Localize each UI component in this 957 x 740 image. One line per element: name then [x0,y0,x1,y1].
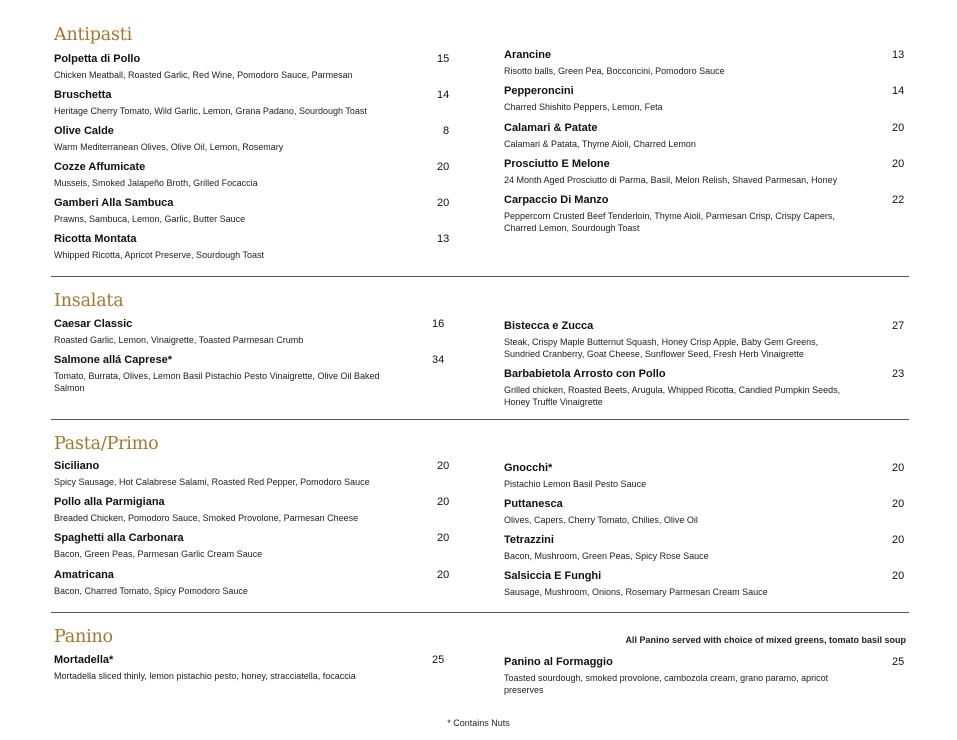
item-description: Breaded Chicken, Pomodoro Sauce, Smoked Provolone, Parmesan Cheese [54,513,359,523]
item-description: Heritage Cherry Tomato, Wild Garlic, Lemon, Grana Padano, Sourdough Toast [54,106,367,116]
item-description: Tomato, Burrata, Olives, Lemon Basil Pistachio Pesto Vinaigrette, Olive Oil Baked Salmon [54,371,380,393]
item-price: 20 [437,161,450,173]
item-name: Olive Calde [54,125,114,137]
section-title: Panino [54,627,113,647]
item-name: Arancine [504,49,552,61]
item-description: 24 Month Aged Prosciutto di Parma, Basil, Melon Relish, Shaved Parmesan, Honey [504,175,838,185]
item-description: Bacon, Mushroom, Green Peas, Spicy Rose Sauce [504,551,709,561]
item-price: 20 [437,460,450,472]
item-description: Bacon, Green Peas, Parmesan Garlic Cream Sauce [54,549,263,559]
item-description: Prawns, Sambuca, Lemon, Garlic, Butter Sauce [54,214,246,224]
item-name: Gnocchi* [504,462,553,474]
item-description: Pistachio Lemon Basil Pesto Sauce [504,479,647,489]
item-price: 20 [437,197,450,209]
item-description: Roasted Garlic, Lemon, Vinaigrette, Toasted Parmesan Crumb [54,335,304,345]
section-title: Pasta/Primo [54,434,159,454]
item-price: 20 [892,534,905,546]
item-price: 20 [437,496,450,508]
item-price: 20 [892,498,905,510]
item-name: Salsiccia E Funghi [504,570,602,582]
item-name: Amatricana [54,569,114,581]
item-price: 20 [437,569,450,581]
item-description: Mortadella sliced thinly, lemon pistachio pesto, honey, stracciatella, focaccia [54,671,356,681]
item-price: 8 [443,125,450,137]
item-description: Mussels, Smoked Jalapeño Broth, Grilled Focaccia [54,178,258,188]
section-title: Antipasti [54,25,132,45]
item-price: 22 [892,194,905,206]
section-divider [51,276,909,277]
item-price: 27 [892,320,905,332]
section-title: Insalata [54,291,124,311]
item-price: 20 [437,532,450,544]
item-name: Polpetta di Pollo [54,53,141,65]
item-description: Warm Mediterranean Olives, Olive Oil, Lemon, Rosemary [54,142,284,152]
item-description: Spicy Sausage, Hot Calabrese Salami, Roasted Red Pepper, Pomodoro Sauce [54,477,370,487]
section-insalata [54,291,908,411]
item-price: 16 [432,318,445,330]
item-name: Tetrazzini [504,534,554,546]
item-name: Ricotta Montata [54,233,137,245]
item-description: Charred Shishito Peppers, Lemon, Feta [504,102,663,112]
item-price: 25 [892,656,905,668]
item-name: Siciliano [54,460,100,472]
item-description: Peppercorn Crusted Beef Tenderloin, Thyme Aioli, Parmesan Crisp, Crispy Capers, Charred Lemon, Sourdough Toast [504,211,835,233]
item-description: Bacon, Charred Tomato, Spicy Pomodoro Sauce [54,586,248,596]
section-panino [54,627,908,702]
item-price: 14 [892,85,905,97]
item-price: 20 [892,462,905,474]
item-name: Spaghetti alla Carbonara [54,532,184,544]
section-antipasti [54,25,908,265]
item-name: Pepperoncini [504,85,574,97]
item-name: Mortadella* [54,654,114,666]
section-divider [51,612,909,613]
item-price: 20 [892,570,905,582]
footnote: * Contains Nuts [447,718,510,728]
item-name: Barbabietola Arrosto con Pollo [504,368,666,380]
item-description: Sausage, Mushroom, Onions, Rosemary Parmesan Cream Sauce [504,587,768,597]
item-name: Bruschetta [54,89,112,101]
item-name: Panino al Formaggio [504,656,613,668]
item-price: 34 [432,354,445,366]
item-price: 23 [892,368,905,380]
item-name: Prosciutto E Melone [504,158,610,170]
item-name: Pollo alla Parmigiana [54,496,165,508]
item-description: Whipped Ricotta, Apricot Preserve, Sourdough Toast [54,250,264,260]
item-description: Grilled chicken, Roasted Beets, Arugula, Whipped Ricotta, Candied Pumpkin Seeds, Honey Truffle Vinaigrette [504,385,841,407]
section-note: All Panino served with choice of mixed greens, tomato basil soup [625,635,906,645]
item-name: Caesar Classic [54,318,133,330]
section-pasta-primo [54,434,908,604]
item-price: 13 [437,233,450,245]
item-description: Steak, Crispy Maple Butternut Squash, Honey Crisp Apple, Baby Gem Greens, Sundried Cranberry, Goat Cheese, Sunflower Seed, Fresh Herb Vinaigrette [504,337,819,359]
item-name: Calamari & Patate [504,122,598,134]
item-price: 20 [892,122,905,134]
item-price: 15 [437,53,450,65]
item-description: Calamari & Patata, Thyme Aioli, Charred Lemon [504,139,696,149]
item-name: Salmone allá Caprese* [54,354,173,366]
item-price: 20 [892,158,905,170]
item-name: Gamberi Alla Sambuca [54,197,174,209]
item-name: Carpaccio Di Manzo [504,194,609,206]
item-description: Olives, Capers, Cherry Tomato, Chilies, Olive Oil [504,515,698,525]
item-price: 14 [437,89,450,101]
item-price: 13 [892,49,905,61]
section-divider [51,419,909,420]
item-description: Chicken Meatball, Roasted Garlic, Red Wine, Pomodoro Sauce, Parmesan [54,70,353,80]
item-name: Puttanesca [504,498,563,510]
item-name: Bistecca e Zucca [504,320,594,332]
item-name: Cozze Affumicate [54,161,146,173]
item-description: Risotto balls, Green Pea, Bocconcini, Pomodoro Sauce [504,66,725,76]
item-description: Toasted sourdough, smoked provolone, cambozola cream, grano paramo, apricot preserves [504,673,829,695]
item-price: 25 [432,654,445,666]
